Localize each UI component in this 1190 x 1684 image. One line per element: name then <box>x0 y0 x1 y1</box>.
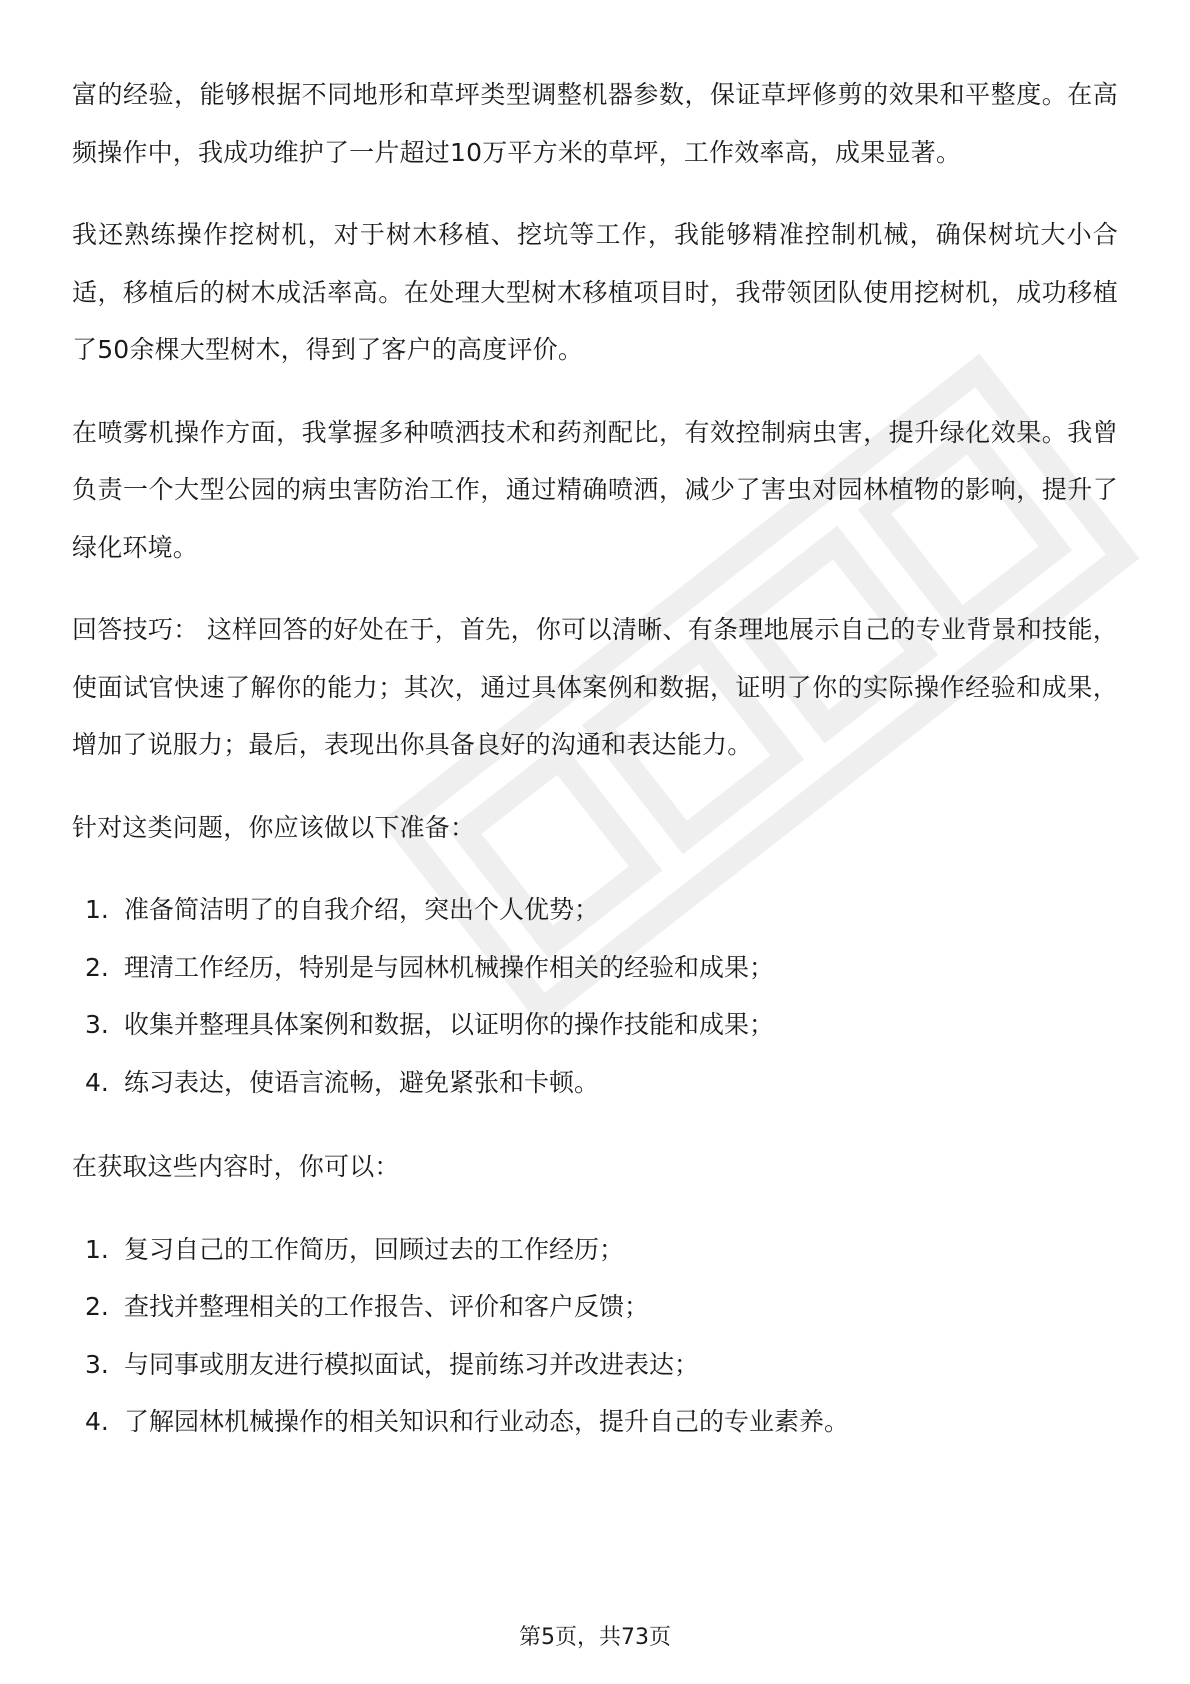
gathering-list <box>72 1221 1118 1451</box>
paragraph-preparation-intro: 针对这类问题，你应该做以下准备： <box>72 812 476 842</box>
paragraph-answer-tips: 回答技巧： 这样回答的好处在于，首先，你可以清晰、有条理地展示自己的专业背景和技能，使面试官快速了解你的能力；其次，通过具体案例和数据，证明了你的实际操作经验和成果，增加了说服力；最后，表现出你具备良好的沟通和表达能力。 <box>72 615 1118 759</box>
paragraph-gathering-intro: 在获取这些内容时，你可以： <box>72 1152 400 1181</box>
list-item-number: 3. <box>85 1349 109 1379</box>
list-item <box>72 1221 1118 1279</box>
list-item-number: 4. <box>85 1067 109 1097</box>
page-number-footer: 第5页，共73页 <box>519 1625 671 1650</box>
list-item <box>72 1336 1118 1394</box>
paragraph-tree-digger: 我还熟练操作挖树机，对于树木移植、挖坑等工作，我能够精准控制机械，确保树坑大小合适，移植后的树木成活率高。在处理大型树木移植项目时，我带领团队使用挖树机，成功移植了50余棵大型树木，得到了客户的高度评价。 <box>72 220 1118 364</box>
list-item-number: 4. <box>85 1407 109 1436</box>
list-item-text: 练习表达，使语言流畅，避免紧张和卡顿。 <box>124 1067 600 1097</box>
list-item-text: 了解园林机械操作的相关知识和行业动态，提升自己的专业素养。 <box>124 1407 850 1436</box>
list-item-number: 1. <box>85 1234 109 1264</box>
list-item-text: 与同事或朋友进行模拟面试，提前练习并改进表达； <box>124 1349 700 1379</box>
list-item-number: 1. <box>85 895 109 924</box>
list-item-text: 理清工作经历，特别是与园林机械操作相关的经验和成果； <box>124 952 775 982</box>
list-item <box>72 1393 1118 1451</box>
list-item <box>72 1278 1118 1336</box>
list-item-number: 2. <box>85 1292 109 1321</box>
paragraph-experience-lawn: 富的经验，能够根据不同地形和草坪类型调整机器参数，保证草坪修剪的效果和平整度。在高频操作中，我成功维护了一片超过10万平方米的草坪，工作效率高，成果显著。 <box>72 80 1118 167</box>
document-body <box>72 66 1118 1478</box>
list-item-number: 2. <box>85 952 109 982</box>
list-item-text: 收集并整理具体案例和数据，以证明你的操作技能和成果； <box>124 1010 775 1039</box>
list-item <box>72 1054 1118 1112</box>
list-item-text: 准备简洁明了的自我介绍，突出个人优势； <box>124 895 600 924</box>
preparation-list <box>72 881 1118 1111</box>
list-item-number: 3. <box>85 1010 109 1039</box>
list-item-text: 查找并整理相关的工作报告、评价和客户反馈； <box>124 1292 650 1321</box>
list-item <box>72 881 1118 939</box>
list-item <box>72 996 1118 1054</box>
list-item <box>72 939 1118 997</box>
paragraph-sprayer: 在喷雾机操作方面，我掌握多种喷洒技术和药剂配比，有效控制病虫害，提升绿化效果。我曾负责一个大型公园的病虫害防治工作，通过精确喷洒，减少了害虫对园林植物的影响，提升了绿化环境。 <box>72 417 1118 562</box>
list-item-text: 复习自己的工作简历，回顾过去的工作经历； <box>124 1234 625 1264</box>
